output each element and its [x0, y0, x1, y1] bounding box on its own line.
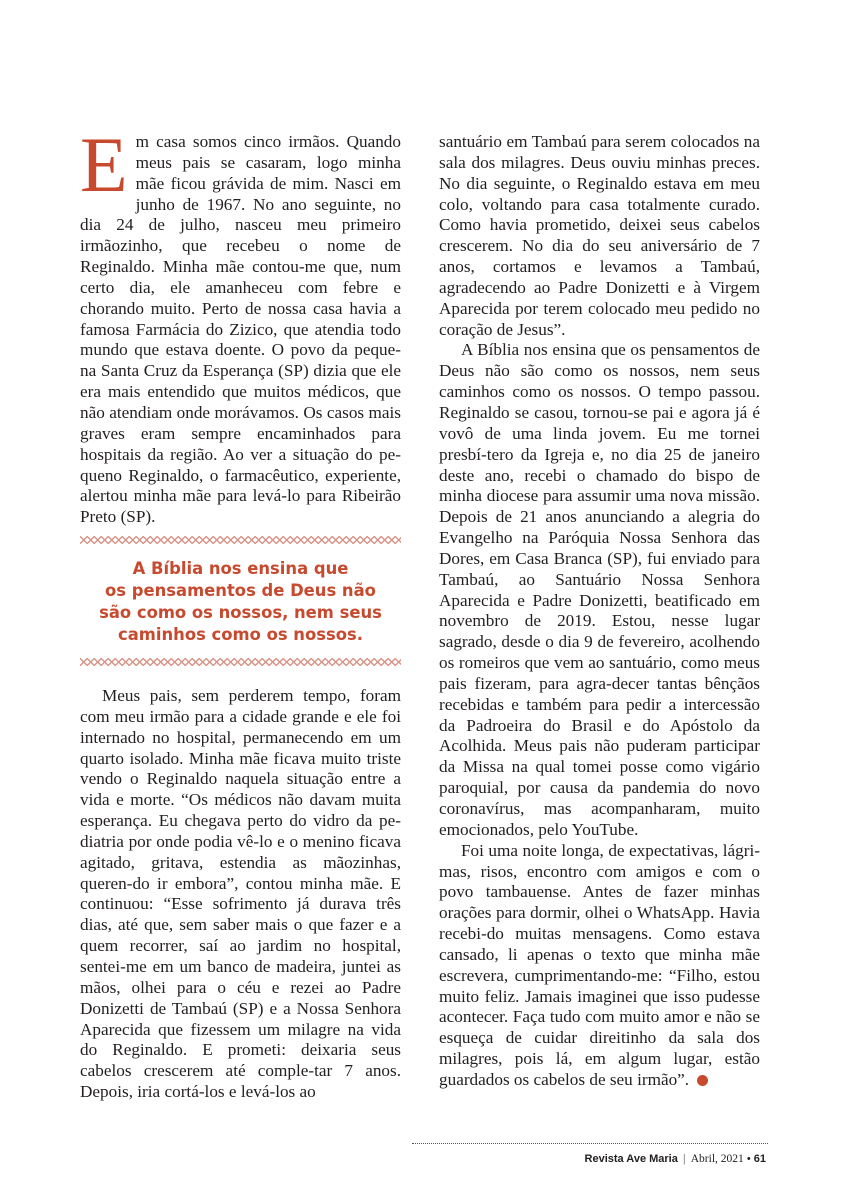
zigzag-divider-bottom [80, 658, 401, 666]
article-paragraph-opening [80, 121, 401, 528]
footer-area [0, 1143, 850, 1203]
footer-dotted-rule [412, 1143, 768, 1144]
zigzag-divider-top [80, 536, 401, 544]
article-paragraph-closing [439, 841, 760, 1091]
article-paragraph: Meus pais, sem perderem tempo, foram com meu irmão para a cidade grande e ele foi internado no hospital, permanecendo em um quarto isolado. Minha mãe ficava muito triste vendo o Reginaldo naquela situação entre a vida e morte. “Os médicos não davam muita esperança. Eu chegava perto do vidro da pe-diatria por onde podia vê-lo e o menino ficava agitado, gritava, estendia as mãozinhas, queren-do ir embora”, contou minha mãe. E continuou: “Esse sofrimento já durava três dias, até que, sem saber mais o que fazer e a quem recorrer, saí ao jardim no hospital, sentei-me em um banco de madeira, juntei as mãos, olhei para o céu e rezei ao Padre Donizetti de Tambaú (SP) e a Nossa Senhora Aparecida que fizessem um milagre na vida do Reginaldo. E prometi: deixaria seus cabelos crescerem até comple-tar 7 anos. Depois, iria cortá-los e levá-los ao [80, 686, 401, 1102]
closing-text: Foi uma noite longa, de expectativas, lágri-mas, risos, encontro com amigos e com o povo tambauense. Antes de fazer minhas orações para dormir, olhei o WhatsApp. Havia recebi-do muitas mensagens. Como estava cansado, li apenas o texto que minha mãe escrevera, cumprimentando-me: “Filho, estou muito feliz. Jamais imaginei que isso pudesse acontecer. Faça tudo com muito amor e não se esqueça de cuidar direitinho da sala dos milagres, pois lá, em algum lugar, estão guardados os cabelos de seu irmão”. [439, 840, 760, 1089]
footer-separator: | [682, 1152, 686, 1165]
end-of-article-dot-icon [697, 1075, 708, 1086]
article-columns [80, 121, 760, 1103]
pull-quote-line: os pensamentos de Deus não [105, 581, 376, 601]
pull-quote [80, 558, 401, 646]
pull-quote-line: são como os nossos, nem seus [99, 603, 382, 623]
article-paragraph: santuário em Tambaú para serem colocados na sala dos milagres. Deus ouviu minhas preces. No dia seguinte, o Reginaldo estava em meu colo, voltando para casa totalmente curado. Como havia prometido, deixei seus cabelos crescerem. No dia do seu aniversário de 7 anos, cortamos e levamos a Tambaú, agradecendo ao Padre Donizetti e à Virgem Aparecida por terem colocado meu pedido no coração de Jesus”. [439, 132, 760, 339]
right-column [439, 132, 760, 1091]
page-number: 61 [753, 1152, 766, 1165]
page-footer [585, 1153, 766, 1165]
article-paragraph: A Bíblia nos ensina que os pensamentos de Deus não são como os nossos, nem seus caminhos como os nossos. O tempo passou. Reginaldo se casou, tornou-se pai e agora já é vovô de uma linda jovem. Eu me tornei presbí-tero da Igreja e, no dia 25 de janeiro deste ano, recebi o chamado do bispo de minha diocese para assumir uma nova missão. Depois de 21 anos anunciando a alegria do Evangelho na Paróquia Nossa Senhora das Dores, em Casa Branca (SP), fui enviado para Tambaú, ao Santuário Nossa Senhora Aparecida e Padre Donizetti, beatificado em novembro de 2019. Estou, nesse lugar sagrado, desde o dia 9 de fevereiro, acolhendo os romeiros que vem ao santuário, como meus pais fizeram, para agra-decer tantas bênçãos recebidas e também para pedir a intercessão da Padroeira do Brasil e do Apóstolo da Acolhida. Meus pais não puderam participar da Missa na qual tomei posse como vigário paroquial, por causa da pandemia do novo coronavírus, mas acompanharam, muito emocionados, pelo YouTube. [439, 340, 760, 839]
magazine-name: Revista Ave Maria [584, 1152, 678, 1165]
pull-quote-line: caminhos como os nossos. [118, 625, 363, 645]
opening-text: m casa somos cinco irmãos. Quando meus pais se casaram, logo minha mãe ficou grávida de mim. Nasci em junho de 1967. No ano seguinte, no dia 24 de julho, nasceu meu primeiro irmãozinho, que recebeu o nome de Reginaldo. Minha mãe contou-me que, num certo dia, ele amanheceu com febre e chorando muito. Perto de nossa casa havia a famosa Farmácia do Zizico, que atendia todo mundo que estava doente. O povo da peque-na Santa Cruz da Esperança (SP) dizia que ele era mais entendido que muitos médicos, que não atendiam onde morávamos. Os casos mais graves eram sempre encaminhados para hospitais da região. Ao ver a situação do pe-queno Reginaldo, o farmacêutico, experiente, alertou minha mãe para levá-lo para Ribeirão Preto (SP). [80, 132, 401, 527]
footer-bullet: • [746, 1152, 751, 1165]
issue-date: Abril, 2021 [690, 1152, 744, 1165]
left-column [80, 121, 401, 1103]
drop-cap: E [80, 121, 128, 208]
pull-quote-line: A Bíblia nos ensina que [132, 559, 349, 579]
